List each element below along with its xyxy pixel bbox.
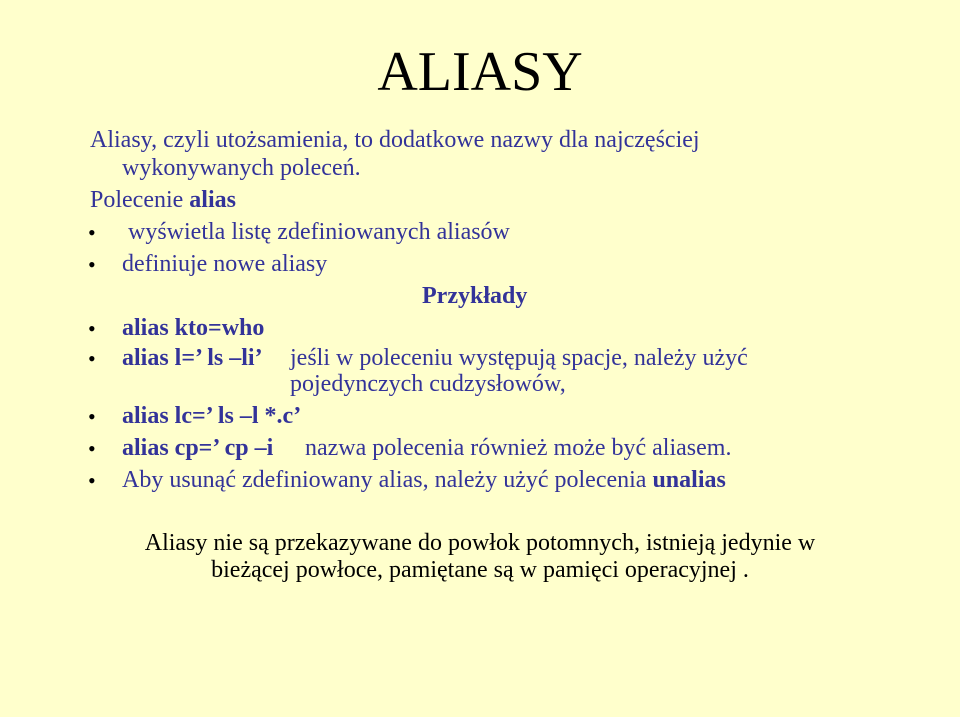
- bullet-item-define: definiuje nowe aliasy: [122, 251, 328, 277]
- example-cp-cmd: alias cp=’ cp –i: [122, 435, 274, 461]
- polecenie-line: [90, 186, 236, 214]
- footer-line-2: bieżącej powłoce, pamiętane są w pamięci operacyjnej .: [211, 557, 749, 583]
- example-cp-desc: nazwa polecenia również może być aliasem.: [305, 435, 732, 461]
- footer-line-1: Aliasy nie są przekazywane do powłok potomnych, istnieją jedynie w: [144, 530, 816, 556]
- bullet-icon: •: [88, 404, 96, 429]
- example-kto: alias kto=who: [122, 315, 265, 341]
- bullet-icon: •: [88, 468, 96, 493]
- bullet-icon: •: [88, 252, 96, 277]
- bullet-icon: •: [88, 220, 96, 245]
- bullet-icon: •: [88, 436, 96, 461]
- example-l-desc-2: pojedynczych cudzysłowów,: [290, 371, 566, 397]
- example-l-desc-1: jeśli w poleceniu występują spacje, należy użyć: [290, 345, 748, 371]
- examples-heading: Przykłady: [422, 283, 528, 309]
- bullet-icon: •: [88, 316, 96, 341]
- example-unalias: [122, 466, 726, 494]
- polecenie-prefix: Polecenie: [90, 187, 190, 213]
- example-lc: alias lc=’ ls –l *.c’: [122, 403, 302, 429]
- intro-line-2: wykonywanych poleceń.: [122, 155, 361, 181]
- unalias-cmd: unalias: [652, 467, 726, 493]
- unalias-text: Aby usunąć zdefiniowany alias, należy użyć polecenia: [122, 467, 653, 493]
- example-l-cmd: alias l=’ ls –li’: [122, 345, 263, 371]
- bullet-item-list: wyświetla listę zdefiniowanych aliasów: [128, 219, 510, 245]
- intro-line-1: Aliasy, czyli utożsamienia, to dodatkowe nazwy dla najczęściej: [90, 127, 700, 153]
- polecenie-cmd: alias: [189, 187, 236, 213]
- bullet-icon: •: [88, 346, 96, 371]
- slide-title: ALIASY: [377, 41, 583, 103]
